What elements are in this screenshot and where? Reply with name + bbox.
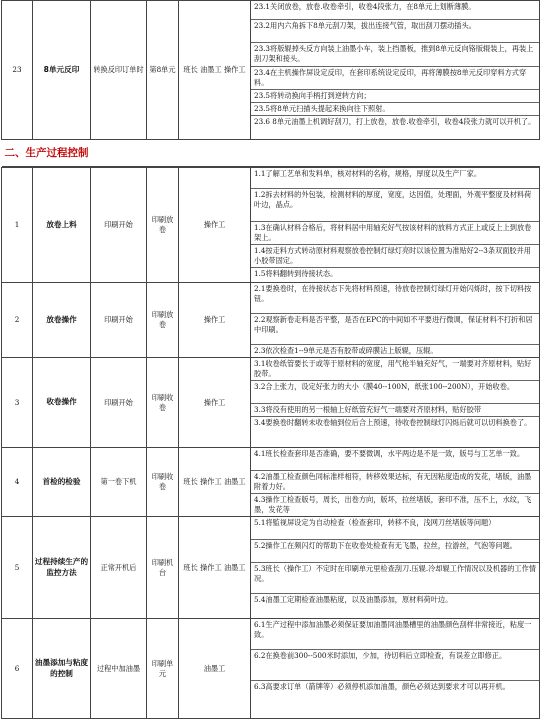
step-time: 印刷开始 [91,358,147,448]
role-label: 油墨工 [223,562,246,572]
detail-line: 6.1生产过程中添加油墨必须保证要加油墨同油墨槽里的油墨颜色刮样非常接近，粘度一致。 [251,619,539,650]
responsible-roles [179,283,251,358]
detail-line: 23.4在主机操作屏设定反印，在套印系统设定反印，再将薄膜按8单元反印穿料方式穿料。 [251,67,539,90]
role-label: 油墨工 [203,663,226,673]
detail-line: 3.1收卷纸管要长于或等于原材料的宽度，用气枪半轴充好气，一端要对齐原材料，贴好胶带。 [251,358,539,381]
role-label: 班长 [183,562,198,572]
detail-line: 23.1关闭放卷，放卷.收卷牵引，收卷4段张力，在8单元上划断薄膜。 [251,1,539,20]
step-time: 正常开机后 [91,517,147,619]
row-number: 1 [2,168,33,283]
step-location: 印刷放卷 [147,283,179,358]
step-time: 印刷开始 [91,283,147,358]
section-title: 二、生产过程控制 [2,140,540,167]
row-number: 3 [2,358,33,448]
role-label: 班长 [183,477,198,487]
role-label: 操作工 [203,397,226,407]
detail-line: 1.2拆去材料的外包装，检测材料的厚度，宽度，达因值，处理面，外观平整度及材料荷叶边，晶点。 [251,189,539,222]
detail-line: 6.3高要求订单（箭牌等）必须停机添加油墨，颜色必须达到要求才可以再开机。 [254,682,510,691]
detail-line: 2.1要换卷时，在待接状态下先将材料预速，待放卷控制灯绿灯开始闪烁时，按下切料按钮。 [251,283,539,314]
role-label: 操作工 [223,65,246,75]
table-row-23 [2,1,540,140]
step-time: 过程中加油墨 [91,619,147,719]
table-row [2,619,540,719]
responsible-roles [179,448,251,517]
row-number: 23 [2,1,33,140]
detail-line: 2.3依次检查1--9单元是否有胶带或碎膜沾上版辊，压辊。 [254,346,438,355]
detail-line: 1.1了解工艺单和发料单，核对材料的名称，规格，厚度以及生产厂家。 [251,168,539,189]
row-number: 6 [2,619,33,719]
detail-line: 23.6 8单元油墨上机调好刮刀，打上放卷，放卷.收卷牵引，收卷4段张力就可以开机了。 [254,117,536,126]
detail-line: 23.5将8单元扫描头提起来换向往下照射。 [251,103,539,116]
process-table [1,0,540,719]
detail-line: 4.1班长检查套印是否准确，要不要微调，水平两边是不是一致，版号与工艺单一致。 [251,448,539,471]
step-time: 转换反印订单时 [91,1,147,140]
detail-line: 23.3将版辊掉头反方向装上油墨小车，装上挡墨板，推到8单元反向铬版辊装上，再装上刮刀架和接头。 [251,43,539,67]
detail-line: 5.4油墨工定期检查油墨粘度，以及油墨添加，原材料荷叶边。 [254,595,453,604]
role-label: 班长 [183,65,198,75]
table-row [2,168,540,283]
role-label: 油墨工 [200,65,222,75]
detail-line: 1.4按走料方式转动原材料观察放卷控制灯绿灯亮时以该位置为准贴好2--3条双面胶并用小胶带固定。 [251,245,539,268]
step-name: 放卷操作 [33,283,91,358]
detail-line: 2.2观察新卷走料是否平整，是否在EPC的中间如不平要进行微调，保证材料不打折和居中印刷。 [251,314,539,345]
table-row [2,358,540,448]
role-label: 操作工 [200,562,222,572]
table-row [2,517,540,619]
step-details [251,283,540,358]
step-name: 放卷上料 [33,168,91,283]
step-details [251,358,540,448]
step-name: 油墨添加与粘度的控制 [33,619,91,719]
step-location: 第8单元 [147,1,179,140]
step-location: 印刷收卷 [147,358,179,448]
step-name: 8单元反印 [33,1,91,140]
table-row [2,448,540,517]
detail-line: 5.3班长（操作工）不定时在印刷单元里检查刮刀.压辊.冷却辊工作情况以及机器的工作情况。 [251,563,539,594]
responsible-roles [179,1,251,140]
step-location: 印刷收卷 [147,448,179,517]
role-label: 油墨工 [223,477,246,487]
row-number: 4 [2,448,33,517]
step-name: 收卷操作 [33,358,91,448]
detail-line: 3.3将没有使用的另一根轴上好纸管充好气一端要对齐原材料，贴好胶带 [251,404,539,417]
detail-line: 1.3在确认材料合格后，将材料居中用轴充好气按该材料的放料方式正上或反上上到放卷架上。 [251,222,539,245]
step-details [251,168,540,283]
step-name: 首检的检验 [33,448,91,517]
role-label: 操作工 [203,220,226,230]
row-number: 5 [2,517,33,619]
step-location: 印刷放卷 [147,168,179,283]
detail-line: 3.4要换卷时翻转未收卷轴到位后合上预速，待收卷控制绿灯闪烁后就可以切料换卷了。 [254,418,532,427]
role-label: 操作工 [203,315,226,325]
detail-line: 5.1将監视屏设定为自动检查（检查套印，转移不良，浅网刀丝堵版等问题） [251,517,539,540]
step-details [251,517,540,619]
step-time: 印刷开始 [91,168,147,283]
table-row [2,283,540,358]
detail-line: 23.5将转动换向手柄打到逆转方向； [251,90,539,103]
detail-line: 5.2操作工在频闪灯的帮助下在收卷处检查有无飞墨，拉丝，拉游丝，气泡等问题。 [251,540,539,563]
detail-line: 4.3操作工检查版号，周长，出卷方向，版坏，拉丝堵版，套印不准，压不上，水纹，飞墨，发花等 [254,495,532,514]
role-label: 操作工 [200,477,222,487]
step-location: 印刷单元 [147,619,179,719]
step-details [251,1,540,140]
responsible-roles [179,358,251,448]
detail-line: 23.2用内六角拆下8单元刮刀架，拔出连接气管，取出刮刀摆动插头。 [251,20,539,43]
detail-line: 3.2合上张力，设定好张力的大小（膜40--100N，纸张100--200N），开始收卷。 [251,381,539,404]
section-row [2,140,540,168]
detail-line: 6.2在换卷前300--500米时添加，少加，待切料后立即检查，有误差立即修正。 [251,650,539,681]
responsible-roles [179,168,251,283]
responsible-roles [179,619,251,719]
step-name: 过程持续生产的监控方法 [33,517,91,619]
row-number: 2 [2,283,33,358]
step-details [251,619,540,719]
detail-line: 1.5将料翻转到待接状态。 [254,269,338,278]
detail-line: 4.2油墨工检查颜色同标准样相符，转移效果达标，有无因粘度造成的发花，堵版，油墨附着力好。 [251,471,539,494]
step-details [251,448,540,517]
responsible-roles [179,517,251,619]
step-time: 第一卷下机 [91,448,147,517]
step-location: 印刷机台 [147,517,179,619]
